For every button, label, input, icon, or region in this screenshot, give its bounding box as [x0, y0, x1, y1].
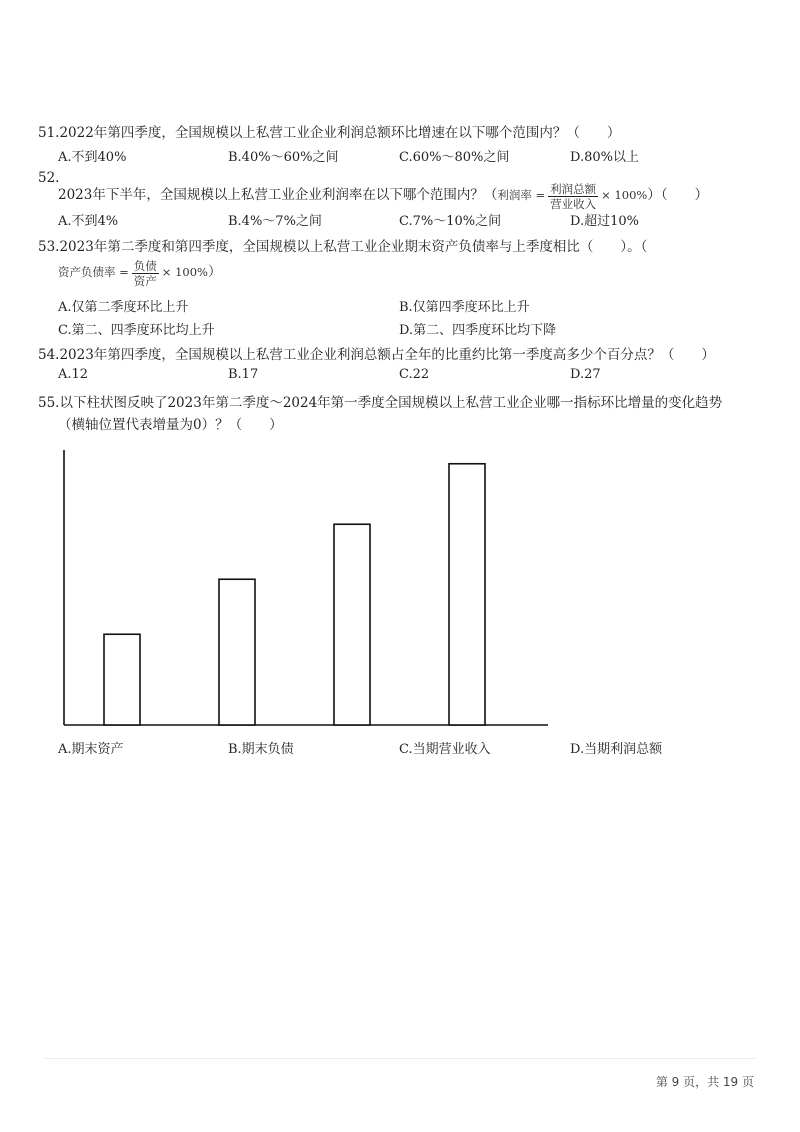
- page-number: 第 9 页，共 19 页: [655, 1075, 754, 1089]
- q52-formula-denominator: 营业收入: [550, 196, 597, 211]
- q52-formula-numerator: 利润总额: [550, 181, 597, 196]
- q54-option-c[interactable]: C.22: [399, 367, 430, 382]
- q54-option-d[interactable]: D.27: [570, 367, 601, 382]
- q51-stem: 51.2022年第四季度，全国规模以上私营工业企业利润总额环比增速在以下哪个范围内？（ ）: [38, 125, 621, 141]
- q55-option-a[interactable]: A.期末资产: [58, 742, 124, 757]
- q53-option-d[interactable]: D.第二、四季度环比均下降: [399, 323, 557, 338]
- q52-stem-end: ）（ ）: [647, 187, 709, 203]
- q55-option-d[interactable]: D.当期利润总额: [570, 742, 663, 757]
- q53-option-c[interactable]: C.第二、四季度环比均上升: [58, 323, 215, 338]
- q53-formula-rhs: × 100%: [161, 265, 208, 279]
- chart-bar-3: [334, 524, 370, 725]
- q55-stem-line1: 55.以下柱状图反映了2023年第二季度～2024年第一季度全国规模以上私营工业企业哪一指标环比增量的变化趋势: [38, 395, 723, 411]
- q52-option-c[interactable]: C.7%～10%之间: [399, 214, 502, 229]
- q53-option-a[interactable]: A.仅第二季度环比上升: [58, 300, 189, 315]
- q53-option-b[interactable]: B.仅第四季度环比上升: [399, 300, 530, 315]
- q54-option-a[interactable]: A.12: [58, 367, 89, 382]
- chart-bar-2: [219, 579, 255, 725]
- q51-option-d[interactable]: D.80%以上: [570, 150, 639, 165]
- footer-divider: [44, 1058, 756, 1059]
- chart-bar-4: [449, 464, 485, 725]
- q53-formula-numerator: 负债: [133, 258, 157, 273]
- q55-option-b[interactable]: B.期末负债: [228, 742, 294, 757]
- q52-option-d[interactable]: D.超过10%: [570, 214, 639, 229]
- q52-formula-rhs: × 100%: [601, 188, 648, 202]
- q52-stem: 2023年下半年，全国规模以上私营工业企业利润率在以下哪个范围内？（: [58, 187, 498, 203]
- q51-option-b[interactable]: B.40%～60%之间: [228, 150, 339, 165]
- q53-formula-lhs: 资产负债率 =: [58, 265, 129, 279]
- q53-stem-end: ）: [207, 264, 222, 280]
- chart-bar-1: [104, 634, 140, 725]
- q53-formula-denominator: 资产: [133, 273, 157, 288]
- q55-option-c[interactable]: C.当期营业收入: [399, 742, 491, 757]
- q53-stem: 53.2023年第二季度和第四季度，全国规模以上私营工业企业期末资产负债率与上季度相比（ ）。（: [38, 239, 648, 255]
- q54-stem: 54.2023年第四季度，全国规模以上私营工业企业利润总额占全年的比重约比第一季度高多少个百分点？（ ）: [38, 347, 715, 363]
- q51-option-c[interactable]: C.60%～80%之间: [399, 150, 510, 165]
- q52-option-b[interactable]: B.4%～7%之间: [228, 214, 322, 229]
- q52-number: 52.: [38, 170, 60, 186]
- q52-option-a[interactable]: A.不到4%: [58, 214, 119, 229]
- q55-stem-line2: （横轴位置代表增量为0）？（ ）: [58, 417, 283, 433]
- q51-option-a[interactable]: A.不到40%: [58, 150, 127, 165]
- q52-formula-lhs: 利润率 =: [497, 188, 546, 202]
- q54-option-b[interactable]: B.17: [228, 367, 259, 382]
